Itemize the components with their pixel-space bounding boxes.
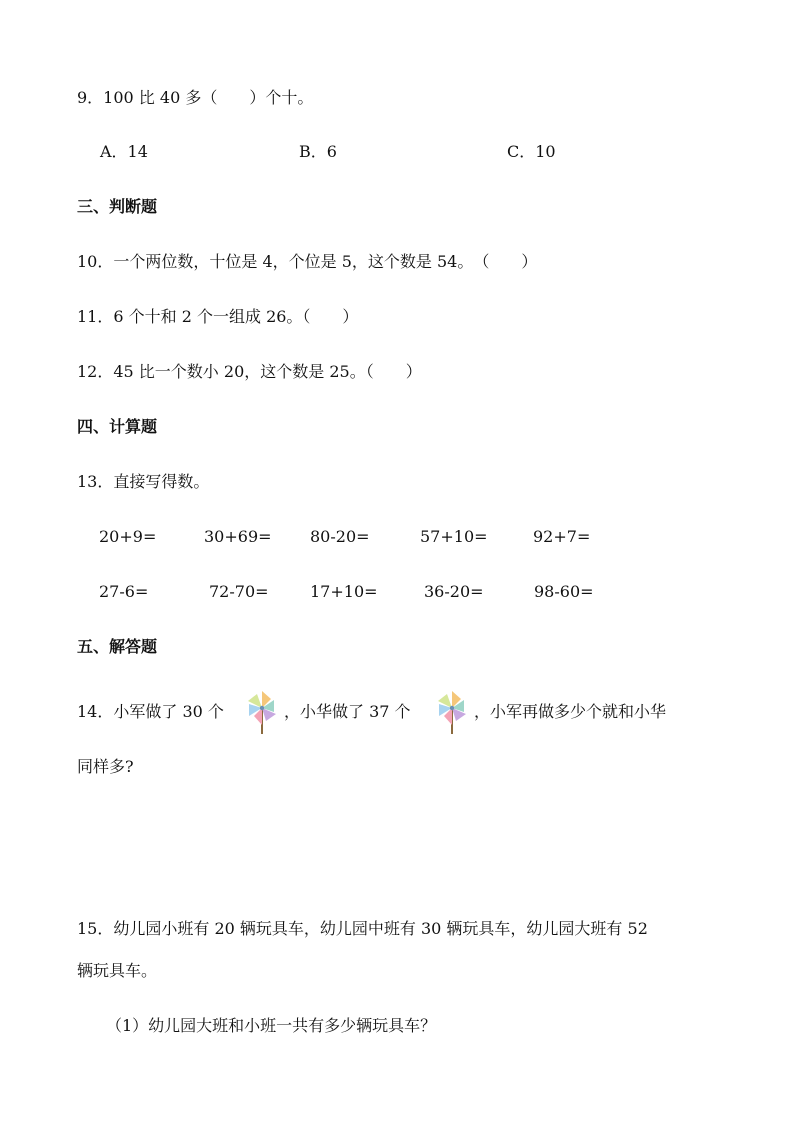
calc-item: 72-70= (209, 582, 269, 601)
section-5-heading: 五、解答题 (77, 637, 158, 656)
pinwheel-icon (244, 688, 280, 734)
calc-item: 17+10= (310, 582, 378, 601)
calc-item: 36-20= (424, 582, 484, 601)
calc-item: 98-60= (534, 582, 594, 601)
section-4-heading: 四、计算题 (77, 417, 158, 436)
question-14-line-2: 同样多? (77, 757, 134, 776)
pinwheel-icon (434, 688, 470, 734)
question-15-sub-1: （1）幼儿园大班和小班一共有多少辆玩具车？ (106, 1016, 437, 1035)
calc-item: 92+7= (533, 527, 591, 546)
question-15-line-2: 辆玩具车。 (77, 961, 158, 980)
calc-item: 27-6= (99, 582, 149, 601)
question-13-stem: 13．直接写得数。 (77, 472, 210, 491)
question-14-part-3: ，小军再做多少个就和小华 (474, 702, 667, 721)
calc-item: 57+10= (420, 527, 488, 546)
question-11: 11．6 个十和 2 个一组成 26。（ ） (77, 307, 359, 326)
question-10: 10．一个两位数，十位是 4，个位是 5，这个数是 54。 （ ） (77, 252, 538, 271)
calc-item: 80-20= (310, 527, 370, 546)
section-3-heading: 三、判断题 (77, 197, 158, 216)
calc-item: 20+9= (99, 527, 157, 546)
calc-item: 30+69= (204, 527, 272, 546)
option-c: C．10 (507, 142, 556, 161)
question-14-part-2: ，小华做了 37 个 (284, 702, 411, 721)
question-12: 12．45 比一个数小 20，这个数是 25。（ ） (77, 362, 422, 381)
question-14-part-1: 14．小军做了 30 个 (77, 702, 224, 721)
option-b: B．6 (299, 142, 337, 161)
question-15-line-1: 15．幼儿园小班有 20 辆玩具车，幼儿园中班有 30 辆玩具车，幼儿园大班有 52 (77, 919, 648, 938)
option-a: A．14 (100, 142, 148, 161)
question-9-stem: 9．100 比 40 多（ ）个十。 (77, 88, 314, 107)
